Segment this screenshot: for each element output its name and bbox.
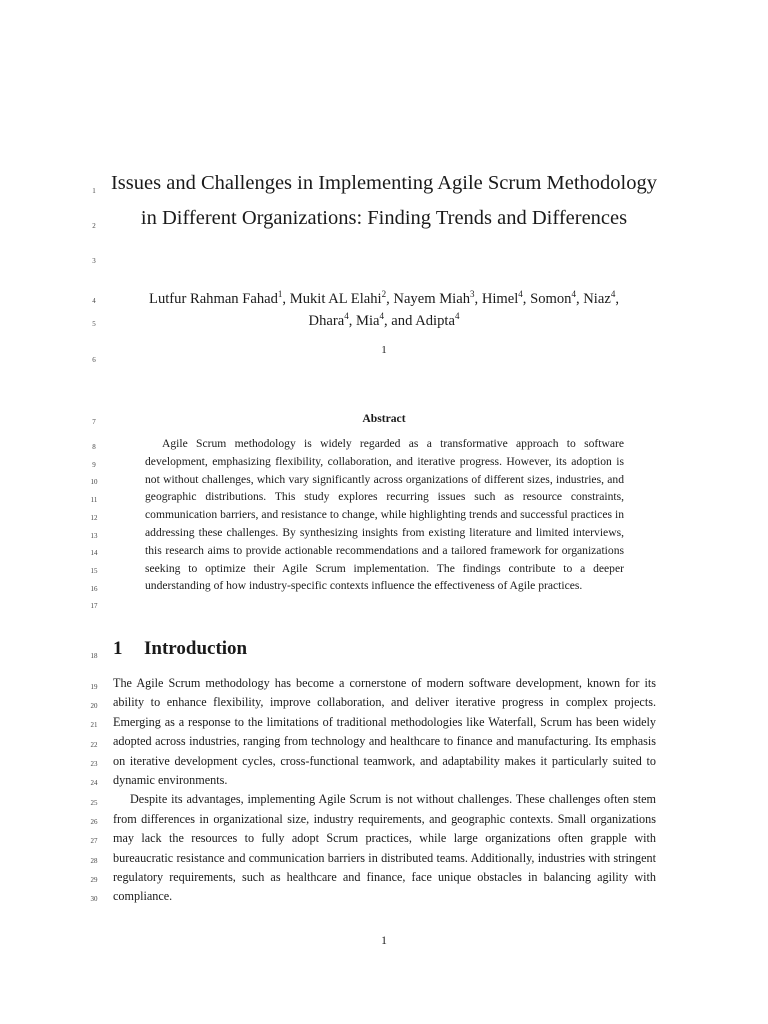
line-number: 20 (90, 702, 98, 710)
line-number: 15 (90, 567, 98, 575)
author-affiliation: 4 (571, 289, 576, 300)
line-number: 4 (92, 297, 96, 305)
author-affiliation: 4 (454, 311, 460, 322)
line-number: 28 (90, 857, 98, 865)
line-number: 14 (90, 549, 98, 557)
line-number: 22 (90, 741, 98, 749)
line-number: 8 (92, 443, 96, 451)
author-name: Dhara (308, 313, 345, 329)
affiliation-marker: 1 (381, 344, 387, 356)
line-number: 26 (90, 818, 98, 826)
section-heading (113, 638, 247, 660)
line-number: 5 (92, 320, 96, 328)
line-number: 16 (90, 585, 98, 593)
author-name: Somon (530, 291, 572, 307)
line-number: 6 (92, 356, 96, 364)
line-number: 17 (90, 602, 98, 610)
line-number: 13 (90, 532, 98, 540)
author-affiliation: 4 (379, 311, 384, 322)
line-number: 19 (90, 683, 98, 691)
author-affiliation: 3 (470, 289, 475, 300)
section-title: Introduction (144, 638, 248, 659)
line-number: 27 (90, 837, 98, 845)
author-name: Nayem Miah (393, 291, 471, 307)
paragraph: The Agile Scrum methodology has become a cornerstone of modern software development, known for its ability to enhance flexibility, improve collaboration, and deliver iterative progress in complex projects. Emerging as a response to the limitations of traditional methodologies like Waterfall, Scrum has been widely adopted across industries, ranging from technology and healthcare to finance and manufacturing. Its emphasis on iterative development cycles, cross-functional teamwork, and adaptability makes it particularly suited to dynamic environments. (113, 676, 656, 788)
line-number: 1 (92, 187, 96, 195)
author-affiliation: 2 (381, 289, 387, 300)
author-name: Mukit AL Elahi (289, 291, 382, 307)
abstract-heading: Abstract (362, 412, 406, 425)
line-number: 30 (90, 895, 98, 903)
line-number: 3 (92, 257, 96, 265)
line-number: 18 (90, 652, 98, 660)
abstract-text: Agile Scrum methodology is widely regarded as a transformative approach to software development, emphasizing flexibility, collaboration, and iterative progress. However, its adoption is not without challenges, which vary significantly across organizations of different sizes, industries, and geographic distributions. This study explores recurring issues such as resource constraints, communication barriers, and resistance to change, while highlighting trends and successful practices in addressing these challenges. By synthesizing insights from existing literature and limited interviews, this research aims to provide actionable recommendations and a tailored framework for organizations seeking to optimize their Agile Scrum implementation. The findings contribute to a deeper understanding of how industry-specific contexts influence the effectiveness of Agile practices. (145, 437, 624, 593)
line-number: 12 (90, 514, 98, 522)
line-number: 25 (90, 799, 98, 807)
line-number: 7 (92, 418, 96, 426)
paper-title: Issues and Challenges in Implementing Agile Scrum Methodology in Different Organizations: Finding Trends and Differences (110, 172, 658, 229)
author-affiliation: 4 (610, 289, 616, 300)
author-affiliation: 4 (518, 289, 523, 300)
section-number: 1 (113, 638, 123, 659)
line-number: 24 (90, 779, 98, 787)
author-name: Himel (481, 291, 519, 307)
author-name: Mia (355, 313, 380, 329)
line-number: 29 (90, 876, 98, 884)
author-list: Lutfur Rahman Fahad$^1$, Mukit AL Elahi$^2$, Nayem Miah$^3$, Himel$^4$, Somon$^4$, Niaz$^4$, Dhara$^4$, Mia$^4$, and Adipta$^4$ (149, 289, 619, 329)
author-name: Adipta (415, 313, 455, 329)
author-affiliation: 4 (344, 311, 349, 322)
line-number: 23 (90, 760, 98, 768)
section-body (113, 674, 656, 907)
line-number: 10 (90, 478, 98, 486)
author-affiliation: 1 (277, 289, 283, 300)
line-number: 9 (92, 461, 96, 469)
line-number: 21 (90, 721, 98, 729)
line-number: 11 (90, 496, 98, 504)
page-number: 1 (381, 934, 387, 947)
line-number: 2 (92, 222, 96, 230)
author-name: Niaz (583, 291, 611, 307)
abstract-body (145, 435, 624, 595)
paragraph: Despite its advantages, implementing Agile Scrum is not without challenges. These challenges often stem from differences in organizational size, industry requirements, and geographic contexts. Small organizations may lack the resources to fully adopt Scrum practices, while large organizations often grapple with bureaucratic resistance and communication barriers in distributed teams. Additionally, industries with stringent regulatory requirements, such as healthcare and finance, face unique obstacles in balancing agility with compliance. (113, 792, 656, 904)
author-name: Lutfur Rahman Fahad (149, 291, 278, 307)
